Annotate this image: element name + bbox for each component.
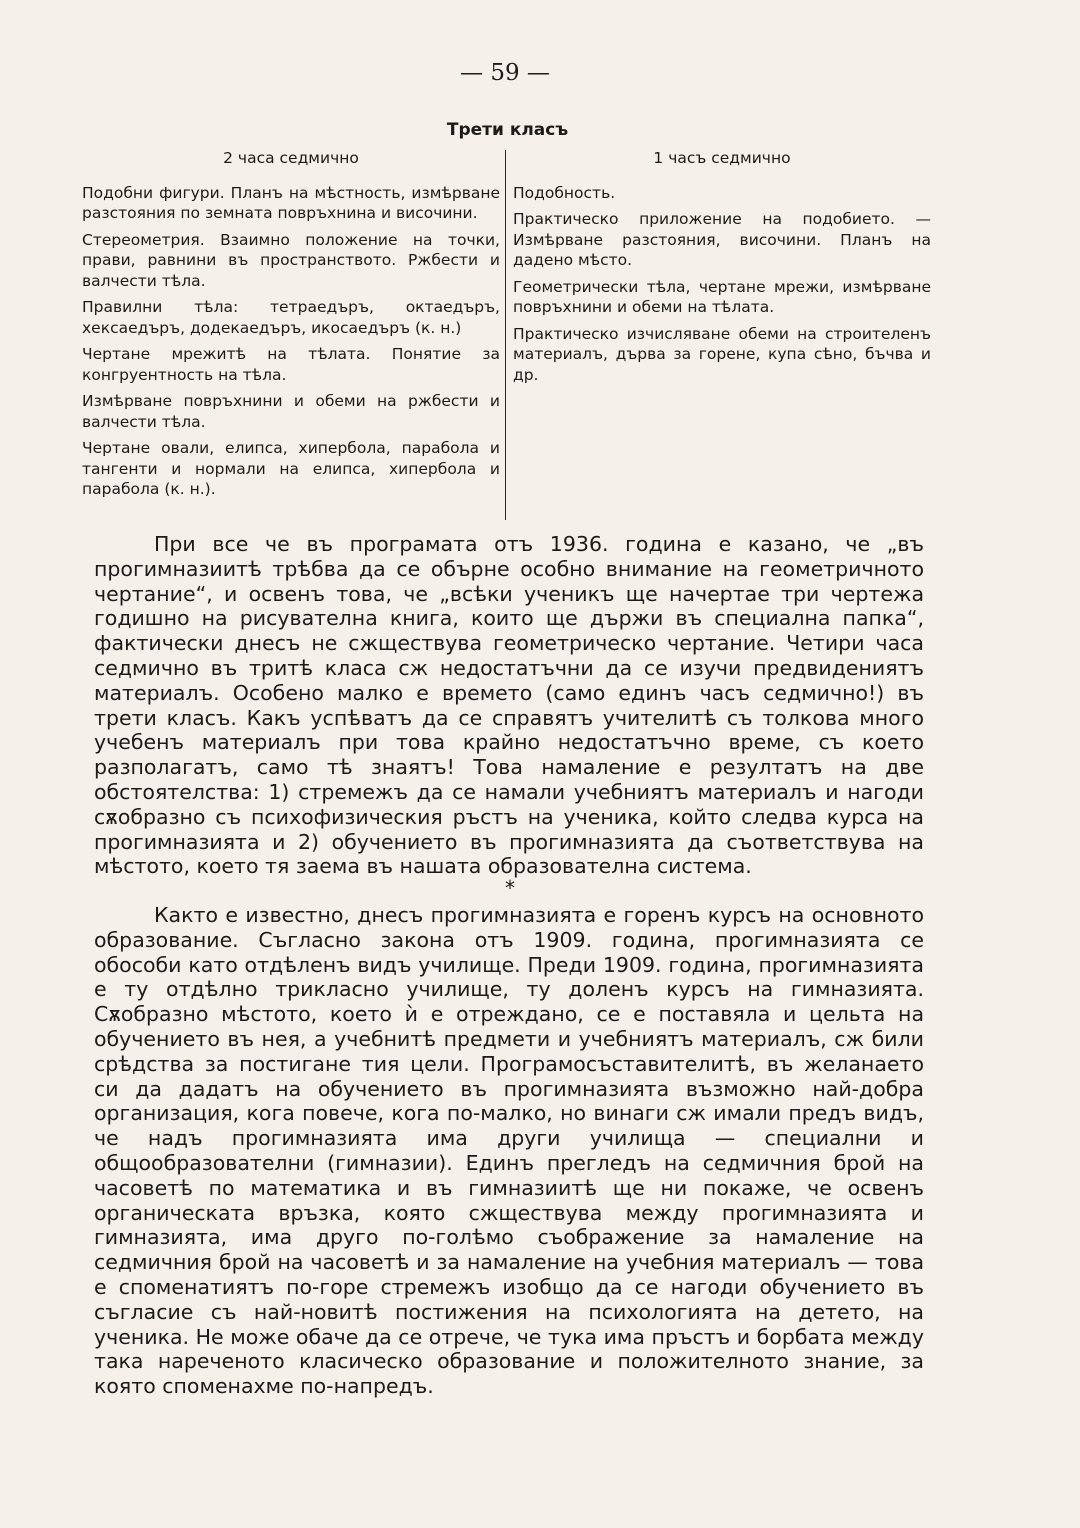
- body-paragraph-1: [94, 532, 924, 879]
- column-divider: [505, 150, 506, 520]
- left-column-paragraph: Чертане мрежитѣ на тѣлата. Понятие за конгруентность на тѣла.: [82, 345, 500, 384]
- right-column-paragraph: Практическо приложение на подобието. — Измѣрване разстояния, височини. Планъ на дадено мѣсто.: [513, 210, 931, 269]
- left-column-paragraph: Правилни тѣла: тетраедъръ, октаедъръ, хексаедъръ, додекаедъръ, икосаедъръ (к. н.): [82, 298, 500, 337]
- body-paragraph-2: [94, 903, 924, 1399]
- left-column-paragraph: Стереометрия. Взаимно положение на точки, прави, равнини въ пространството. Ржбести и валчести тѣла.: [82, 230, 500, 290]
- left-column-paragraph: Подобни фигури. Планъ на мѣстность, измѣрване разстояния по земната повръхнина и височини.: [82, 183, 500, 222]
- right-column-paragraph: Подобность.: [513, 183, 616, 202]
- right-column-paragraph: Практическо изчисляване обеми на строителенъ материалъ, дърва за горене, купа сѣно, бъчва и др.: [513, 324, 931, 384]
- right-column-heading: 1 часъ седмично: [653, 149, 791, 167]
- left-column-paragraph: Измѣрване повръхнини и обеми на ржбести и валчести тѣла.: [82, 392, 500, 431]
- section-separator: *: [505, 876, 515, 900]
- right-column-paragraph: Геометрически тѣла, чертане мрежи, измѣрване повръхнини и обеми на тѣлата.: [513, 277, 931, 316]
- page-number: — 59 —: [460, 60, 550, 86]
- body-paragraph-text: Както е известно, днесъ прогимназията е горенъ курсъ на основното образование. Съгласно закона отъ 1909. година, прогимназията се обособи като отдѣленъ видъ училище. Преди 1909. година, прогимназията е ту отдѣлно трикласно училище, ту доленъ курсъ на гимназията. Сѫобразно мѣстото, което ѝ е отреждано, се е поставяла и цельта на обучението въ нея, а учебнитѣ предмети и учебниятъ материалъ, сж били срѣдства за постигане тия цели. Програмосъставителитѣ, въ желанаето си да дадатъ на обучението въ прогимназията възможно най-добра организация, кога повече, кога по-малко, но винаги сж имали предъ видъ, че надъ прогимназията има други училища — специални и общообразователни (гимназии). Единъ прегледъ на седмичния брой на часоветѣ по математика и въ гимназиитѣ ще ни покаже, че освенъ органическата връзка, която сжществува между прогимназията и гимназията, има друго по-голѣмо съображение за намаление на седмичния брой на часоветѣ и за намаление на учебния материалъ — това е споменатиятъ по-горе стремежъ изобщо да се нагоди обучението въ съгласие съ най-новитѣ постижения на психологията на детето, на ученика. Не може обаче да се отрече, че тука има пръстъ и борбата между така нареченото класическо образование и положителното знание, за която споменахме по-напредъ.: [94, 903, 924, 1399]
- section-title: Трети класъ: [446, 120, 569, 140]
- left-column-heading: 2 часа седмично: [223, 149, 359, 167]
- left-column-paragraph: Чертане овали, елипса, хипербола, парабола и тангенти и нормали на елипса, хипербола и парабола (к. н.).: [82, 439, 500, 498]
- right-column: [513, 148, 931, 391]
- body-paragraph-text: При все че въ програмата отъ 1936. година е казано, че „въ прогимназиитѣ трѣбва да се обърне особно внимание на геометричното чертание“, и освенъ това, че „всѣки ученикъ ще начертае три чертежа годишно на рисувателна книга, които ще държи въ специална папка“, фактически днесъ не сжществува геометрическо чертание. Четири часа седмично въ тритѣ класа сж недостатъчни да се изучи предвидениятъ материалъ. Особено малко е времето (само единъ часъ седмично!) въ трети класъ. Какъ успѣватъ да се справятъ учителитѣ съ толкова много учебенъ материалъ при това крайно недостатъчно време, съ което разполагатъ, само тѣ знаятъ! Това намаление е резултатъ на две обстоятелства: 1) стремежъ да се намали учебниятъ материалъ и нагоди сѫобразно съ психофизическия ръстъ на ученика, който следва курса на прогимназията и 2) обучението въ прогимназията да съответствува на мѣстото, което тя заема въ нашата образователна система.: [94, 532, 924, 879]
- left-column: [82, 148, 500, 506]
